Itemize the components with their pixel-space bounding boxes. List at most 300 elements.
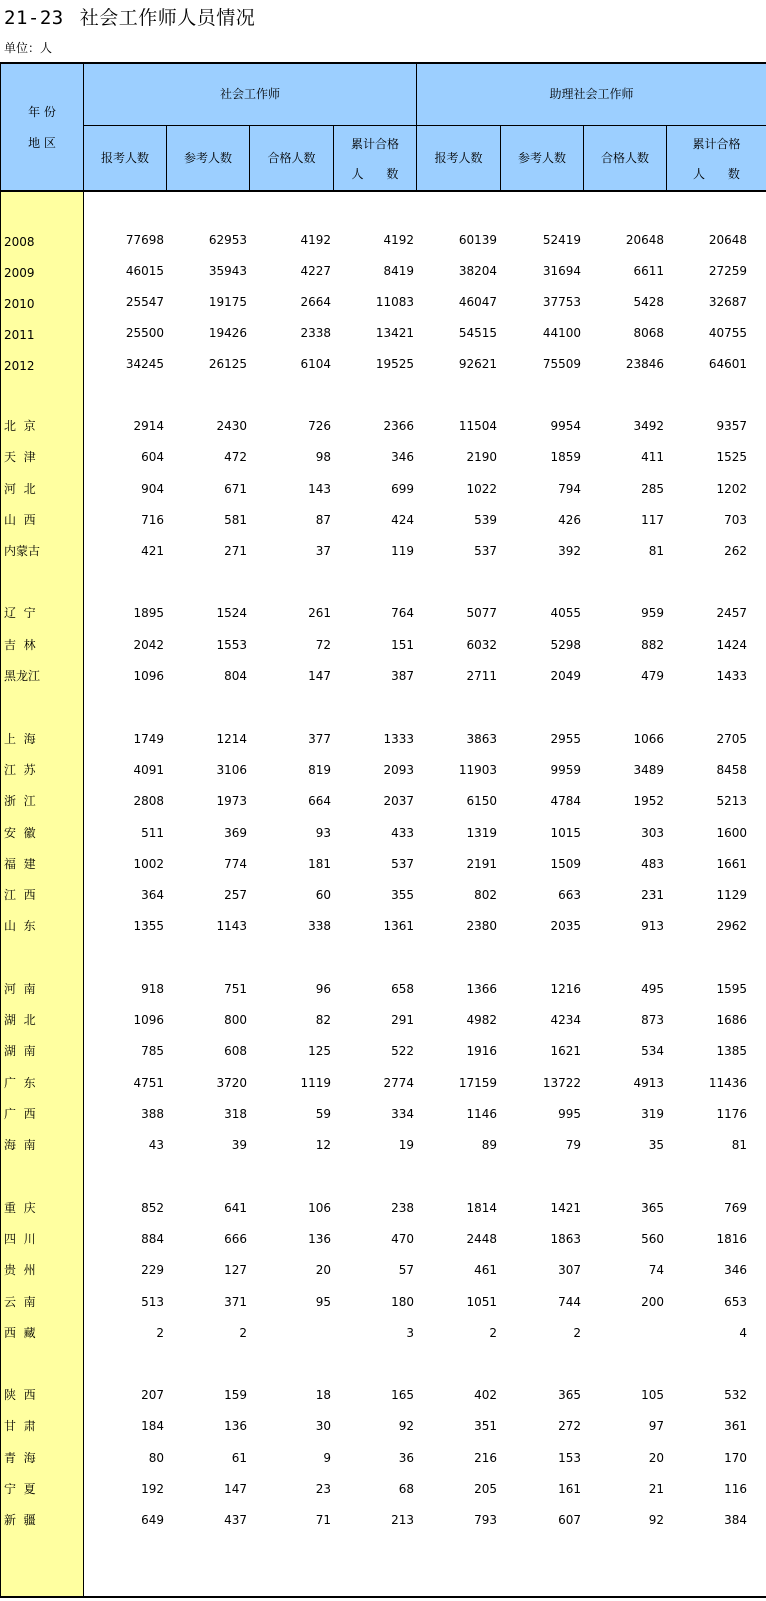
table-cell: 3863 — [466, 732, 497, 746]
table-cell: 4192 — [383, 233, 414, 247]
table-cell: 522 — [391, 1044, 414, 1058]
table-cell: 6150 — [466, 794, 497, 808]
table-cell: 52419 — [542, 233, 581, 247]
row-label: 内蒙古 — [4, 544, 41, 558]
table-cell: 35 — [648, 1138, 664, 1152]
table-cell: 257 — [224, 888, 247, 902]
table-row — [0, 1196, 766, 1220]
table-cell: 89 — [481, 1138, 497, 1152]
table-cell: 537 — [391, 857, 414, 871]
table-cell: 513 — [141, 1295, 164, 1309]
table-cell: 2191 — [466, 857, 497, 871]
table-cell: 46047 — [458, 295, 497, 309]
header-bottom-rule — [0, 190, 766, 192]
table-row — [0, 601, 766, 625]
table-cell: 20 — [315, 1263, 331, 1277]
table-cell: 1973 — [216, 794, 247, 808]
table-cell: 1600 — [716, 826, 747, 840]
table-cell: 959 — [641, 606, 664, 620]
table-cell: 1525 — [716, 450, 747, 464]
table-title-text: 社会工作师人员情况 — [79, 7, 256, 29]
table-cell: 560 — [641, 1232, 664, 1246]
table-cell: 60 — [315, 888, 331, 902]
table-cell: 1176 — [716, 1107, 747, 1121]
table-cell: 365 — [641, 1201, 664, 1215]
row-label: 宁 夏 — [4, 1482, 36, 1496]
table-cell: 6104 — [300, 357, 331, 371]
table-cell: 402 — [474, 1388, 497, 1402]
table-cell: 19 — [398, 1138, 414, 1152]
row-label: 北 京 — [4, 419, 36, 433]
table-cell: 37 — [315, 544, 331, 558]
corner-region-label: 地 区 — [28, 136, 56, 150]
table-row — [0, 758, 766, 782]
table-cell: 1509 — [550, 857, 581, 871]
table-cell: 21 — [648, 1482, 664, 1496]
table-row — [0, 1258, 766, 1282]
table-cell: 319 — [641, 1107, 664, 1121]
table-cell: 180 — [391, 1295, 414, 1309]
table-top-rule — [0, 62, 766, 64]
table-cell: 153 — [558, 1451, 581, 1465]
table-cell: 365 — [558, 1388, 581, 1402]
table-cell: 1859 — [550, 450, 581, 464]
table-cell: 75509 — [542, 357, 581, 371]
table-cell: 539 — [474, 513, 497, 527]
table-cell: 23 — [315, 1482, 331, 1496]
table-cell: 1143 — [216, 919, 247, 933]
table-cell: 59 — [315, 1107, 331, 1121]
table-cell: 261 — [308, 606, 331, 620]
table-cell: 19426 — [208, 326, 247, 340]
table-cell: 161 — [558, 1482, 581, 1496]
table-cell: 4227 — [300, 264, 331, 278]
table-cell: 6611 — [633, 264, 664, 278]
table-cell: 303 — [641, 826, 664, 840]
table-title — [4, 4, 255, 32]
table-cell: 744 — [558, 1295, 581, 1309]
table-cell: 81 — [648, 544, 664, 558]
table-cell: 11083 — [375, 295, 414, 309]
table-cell: 361 — [724, 1419, 747, 1433]
table-cell: 2955 — [550, 732, 581, 746]
table-cell: 9954 — [550, 419, 581, 433]
table-cell: 2 — [573, 1326, 581, 1340]
table-cell: 3720 — [216, 1076, 247, 1090]
table-cell: 1621 — [550, 1044, 581, 1058]
table-cell: 93 — [315, 826, 331, 840]
table-cell: 918 — [141, 982, 164, 996]
table-cell: 159 — [224, 1388, 247, 1402]
row-label: 山 西 — [4, 513, 36, 527]
table-cell: 27259 — [708, 264, 747, 278]
table-cell: 658 — [391, 982, 414, 996]
row-label: 青 海 — [4, 1451, 36, 1465]
table-cell: 46015 — [125, 264, 164, 278]
table-cell: 1814 — [466, 1201, 497, 1215]
table-cell: 25500 — [125, 326, 164, 340]
table-cell: 205 — [474, 1482, 497, 1496]
table-cell: 43 — [148, 1138, 164, 1152]
table-cell: 1433 — [716, 669, 747, 683]
table-cell: 1385 — [716, 1044, 747, 1058]
col-header-line2: 人 数 — [693, 167, 740, 181]
table-cell: 666 — [224, 1232, 247, 1246]
table-cell: 285 — [641, 482, 664, 496]
table-cell: 904 — [141, 482, 164, 496]
table-cell: 2035 — [550, 919, 581, 933]
table-cell: 1051 — [466, 1295, 497, 1309]
row-label: 黑龙江 — [4, 669, 41, 683]
table-cell: 2 — [489, 1326, 497, 1340]
table-cell: 884 — [141, 1232, 164, 1246]
table-cell: 116 — [724, 1482, 747, 1496]
table-cell: 11436 — [708, 1076, 747, 1090]
table-cell: 125 — [308, 1044, 331, 1058]
table-cell: 3 — [406, 1326, 414, 1340]
table-cell: 664 — [308, 794, 331, 808]
table-cell: 1421 — [550, 1201, 581, 1215]
table-cell: 40755 — [708, 326, 747, 340]
table-cell: 229 — [141, 1263, 164, 1277]
header-divider — [84, 125, 766, 126]
table-row — [0, 477, 766, 501]
table-cell: 71 — [315, 1513, 331, 1527]
table-cell: 117 — [641, 513, 664, 527]
table-cell: 36 — [398, 1451, 414, 1465]
table-cell: 433 — [391, 826, 414, 840]
table-cell: 238 — [391, 1201, 414, 1215]
table-row — [0, 259, 766, 283]
table-cell: 470 — [391, 1232, 414, 1246]
table-cell: 334 — [391, 1107, 414, 1121]
table-cell: 511 — [141, 826, 164, 840]
table-cell: 532 — [724, 1388, 747, 1402]
row-label: 广 西 — [4, 1107, 36, 1121]
table-row — [0, 1227, 766, 1251]
col-header: 合格人数 — [600, 151, 649, 165]
table-cell: 136 — [224, 1419, 247, 1433]
table-cell: 1749 — [133, 732, 164, 746]
table-row — [0, 1133, 766, 1157]
table-cell: 1216 — [550, 982, 581, 996]
table-cell: 96 — [315, 982, 331, 996]
table-cell: 346 — [724, 1263, 747, 1277]
group-assistant-social-worker: 助理社会工作师 — [549, 87, 634, 101]
col-header: 报考人数 — [434, 151, 483, 165]
table-cell: 4784 — [550, 794, 581, 808]
table-cell: 2338 — [300, 326, 331, 340]
table-cell: 2042 — [133, 638, 164, 652]
table-cell: 216 — [474, 1451, 497, 1465]
table-cell: 61 — [231, 1451, 247, 1465]
table-cell: 3489 — [633, 763, 664, 777]
table-cell: 272 — [558, 1419, 581, 1433]
table-cell: 13722 — [542, 1076, 581, 1090]
table-cell: 38204 — [458, 264, 497, 278]
table-cell: 213 — [391, 1513, 414, 1527]
row-label: 2008 — [4, 235, 35, 249]
table-cell: 913 — [641, 919, 664, 933]
table-cell: 4234 — [550, 1013, 581, 1027]
table-cell: 3492 — [633, 419, 664, 433]
table-cell: 1424 — [716, 638, 747, 652]
table-cell: 4 — [739, 1326, 747, 1340]
table-cell: 8068 — [633, 326, 664, 340]
row-label: 山 东 — [4, 919, 36, 933]
table-row — [0, 445, 766, 469]
table-cell: 92621 — [458, 357, 497, 371]
table-cell: 1022 — [466, 482, 497, 496]
table-cell: 82 — [315, 1013, 331, 1027]
table-cell: 4091 — [133, 763, 164, 777]
table-cell: 387 — [391, 669, 414, 683]
table-cell: 72 — [315, 638, 331, 652]
row-label: 2012 — [4, 359, 35, 373]
row-label: 浙 江 — [4, 794, 36, 808]
table-cell: 17159 — [458, 1076, 497, 1090]
col-header-line2: 人 数 — [351, 167, 399, 181]
table-cell: 60139 — [458, 233, 497, 247]
row-label: 湖 北 — [4, 1013, 36, 1027]
table-cell: 641 — [224, 1201, 247, 1215]
table-row — [0, 539, 766, 563]
table-cell: 77698 — [125, 233, 164, 247]
table-cell: 726 — [308, 419, 331, 433]
table-cell: 26125 — [208, 357, 247, 371]
table-cell: 873 — [641, 1013, 664, 1027]
table-cell: 384 — [724, 1513, 747, 1527]
table-cell: 35943 — [208, 264, 247, 278]
row-label: 上 海 — [4, 732, 36, 746]
row-label: 贵 州 — [4, 1263, 36, 1277]
table-cell: 12 — [315, 1138, 331, 1152]
table-cell: 151 — [391, 638, 414, 652]
table-cell: 18 — [315, 1388, 331, 1402]
table-cell: 2808 — [133, 794, 164, 808]
table-cell: 20 — [648, 1451, 664, 1465]
table-cell: 377 — [308, 732, 331, 746]
table-cell: 794 — [558, 482, 581, 496]
table-cell: 271 — [224, 544, 247, 558]
table-cell: 2962 — [716, 919, 747, 933]
table-cell: 127 — [224, 1263, 247, 1277]
table-cell: 231 — [641, 888, 664, 902]
table-cell: 1119 — [300, 1076, 331, 1090]
table-cell: 1952 — [633, 794, 664, 808]
row-label: 辽 宁 — [4, 606, 36, 620]
table-cell: 1096 — [133, 1013, 164, 1027]
table-cell: 105 — [641, 1388, 664, 1402]
table-cell: 671 — [224, 482, 247, 496]
table-cell: 411 — [641, 450, 664, 464]
table-cell: 2 — [239, 1326, 247, 1340]
table-row — [0, 664, 766, 688]
row-label: 陕 西 — [4, 1388, 36, 1402]
row-label: 河 北 — [4, 482, 36, 496]
table-cell: 2366 — [383, 419, 414, 433]
table-row — [0, 977, 766, 1001]
table-cell: 1002 — [133, 857, 164, 871]
table-row — [0, 1477, 766, 1501]
table-cell: 819 — [308, 763, 331, 777]
table-row — [0, 1102, 766, 1126]
table-cell: 1553 — [216, 638, 247, 652]
table-cell: 95 — [315, 1295, 331, 1309]
table-cell: 119 — [391, 544, 414, 558]
table-cell: 424 — [391, 513, 414, 527]
table-row — [0, 1383, 766, 1407]
table-cell: 184 — [141, 1419, 164, 1433]
table-cell: 437 — [224, 1513, 247, 1527]
table-cell: 716 — [141, 513, 164, 527]
table-cell: 192 — [141, 1482, 164, 1496]
table-cell: 785 — [141, 1044, 164, 1058]
table-cell: 1366 — [466, 982, 497, 996]
table-cell: 793 — [474, 1513, 497, 1527]
table-cell: 2 — [156, 1326, 164, 1340]
table-cell: 19525 — [375, 357, 414, 371]
table-cell: 1214 — [216, 732, 247, 746]
table-cell: 20648 — [708, 233, 747, 247]
table-cell: 79 — [565, 1138, 581, 1152]
table-cell: 2664 — [300, 295, 331, 309]
col-header: 参考人数 — [517, 151, 566, 165]
table-cell: 147 — [308, 669, 331, 683]
table-cell: 136 — [308, 1232, 331, 1246]
table-cell: 1146 — [466, 1107, 497, 1121]
group-social-worker: 社会工作师 — [219, 87, 280, 101]
table-cell: 207 — [141, 1388, 164, 1402]
table-cell: 764 — [391, 606, 414, 620]
table-cell: 32687 — [708, 295, 747, 309]
row-label: 江 苏 — [4, 763, 36, 777]
table-cell: 4913 — [633, 1076, 664, 1090]
table-cell: 608 — [224, 1044, 247, 1058]
row-label: 重 庆 — [4, 1201, 36, 1215]
table-cell: 1863 — [550, 1232, 581, 1246]
table-cell: 1595 — [716, 982, 747, 996]
row-label: 天 津 — [4, 450, 36, 464]
table-row — [0, 1290, 766, 1314]
table-cell: 57 — [398, 1263, 414, 1277]
table-cell: 581 — [224, 513, 247, 527]
table-cell: 4055 — [550, 606, 581, 620]
table-row — [0, 883, 766, 907]
table-row — [0, 1008, 766, 1032]
table-cell: 346 — [391, 450, 414, 464]
table-cell: 2457 — [716, 606, 747, 620]
table-cell: 1686 — [716, 1013, 747, 1027]
row-label: 西 藏 — [4, 1326, 36, 1340]
row-label: 河 南 — [4, 982, 36, 996]
table-cell: 479 — [641, 669, 664, 683]
table-cell: 882 — [641, 638, 664, 652]
table-cell: 2448 — [466, 1232, 497, 1246]
table-cell: 262 — [724, 544, 747, 558]
table-cell: 1066 — [633, 732, 664, 746]
table-cell: 1015 — [550, 826, 581, 840]
table-cell: 13421 — [375, 326, 414, 340]
table-cell: 39 — [231, 1138, 247, 1152]
table-cell: 30 — [315, 1419, 331, 1433]
table-row — [0, 633, 766, 657]
table-cell: 1895 — [133, 606, 164, 620]
table-cell: 80 — [148, 1451, 164, 1465]
table-cell: 472 — [224, 450, 247, 464]
table-cell: 751 — [224, 982, 247, 996]
table-cell: 11504 — [458, 419, 497, 433]
table-cell: 87 — [315, 513, 331, 527]
row-label: 吉 林 — [4, 638, 36, 652]
table-cell: 355 — [391, 888, 414, 902]
table-cell: 604 — [141, 450, 164, 464]
table-cell: 106 — [308, 1201, 331, 1215]
table-cell: 200 — [641, 1295, 664, 1309]
table-cell: 995 — [558, 1107, 581, 1121]
table-cell: 2711 — [466, 669, 497, 683]
table-cell: 804 — [224, 669, 247, 683]
table-cell: 8458 — [716, 763, 747, 777]
table-cell: 8419 — [383, 264, 414, 278]
table-cell: 54515 — [458, 326, 497, 340]
table-cell: 483 — [641, 857, 664, 871]
table-cell: 2037 — [383, 794, 414, 808]
table-row — [0, 1414, 766, 1438]
table-cell: 2774 — [383, 1076, 414, 1090]
corner-year-label: 年 份 — [28, 105, 56, 119]
table-cell: 663 — [558, 888, 581, 902]
table-cell: 1916 — [466, 1044, 497, 1058]
table-cell: 800 — [224, 1013, 247, 1027]
table-cell: 2914 — [133, 419, 164, 433]
table-cell: 37753 — [542, 295, 581, 309]
table-cell: 351 — [474, 1419, 497, 1433]
table-cell: 649 — [141, 1513, 164, 1527]
table-cell: 291 — [391, 1013, 414, 1027]
table-cell: 2093 — [383, 763, 414, 777]
table-cell: 1361 — [383, 919, 414, 933]
table-row — [0, 414, 766, 438]
row-label: 甘 肃 — [4, 1419, 36, 1433]
table-cell: 1129 — [716, 888, 747, 902]
row-label: 2011 — [4, 328, 35, 342]
table-row — [0, 1071, 766, 1095]
table-cell: 92 — [648, 1513, 664, 1527]
table-row — [0, 1508, 766, 1532]
row-label: 云 南 — [4, 1295, 36, 1309]
table-row — [0, 821, 766, 845]
col-header: 累计合格 — [692, 137, 741, 151]
col-header: 参考人数 — [183, 151, 232, 165]
table-cell: 1333 — [383, 732, 414, 746]
table-cell: 34245 — [125, 357, 164, 371]
table-row — [0, 1446, 766, 1470]
table-cell: 699 — [391, 482, 414, 496]
table-cell: 64601 — [708, 357, 747, 371]
table-cell: 23846 — [625, 357, 664, 371]
table-cell: 774 — [224, 857, 247, 871]
table-cell: 769 — [724, 1201, 747, 1215]
table-cell: 364 — [141, 888, 164, 902]
table-cell: 703 — [724, 513, 747, 527]
table-cell: 369 — [224, 826, 247, 840]
table-row — [0, 352, 766, 376]
table-cell: 1524 — [216, 606, 247, 620]
row-label: 江 西 — [4, 888, 36, 902]
table-cell: 3106 — [216, 763, 247, 777]
table-cell: 5077 — [466, 606, 497, 620]
